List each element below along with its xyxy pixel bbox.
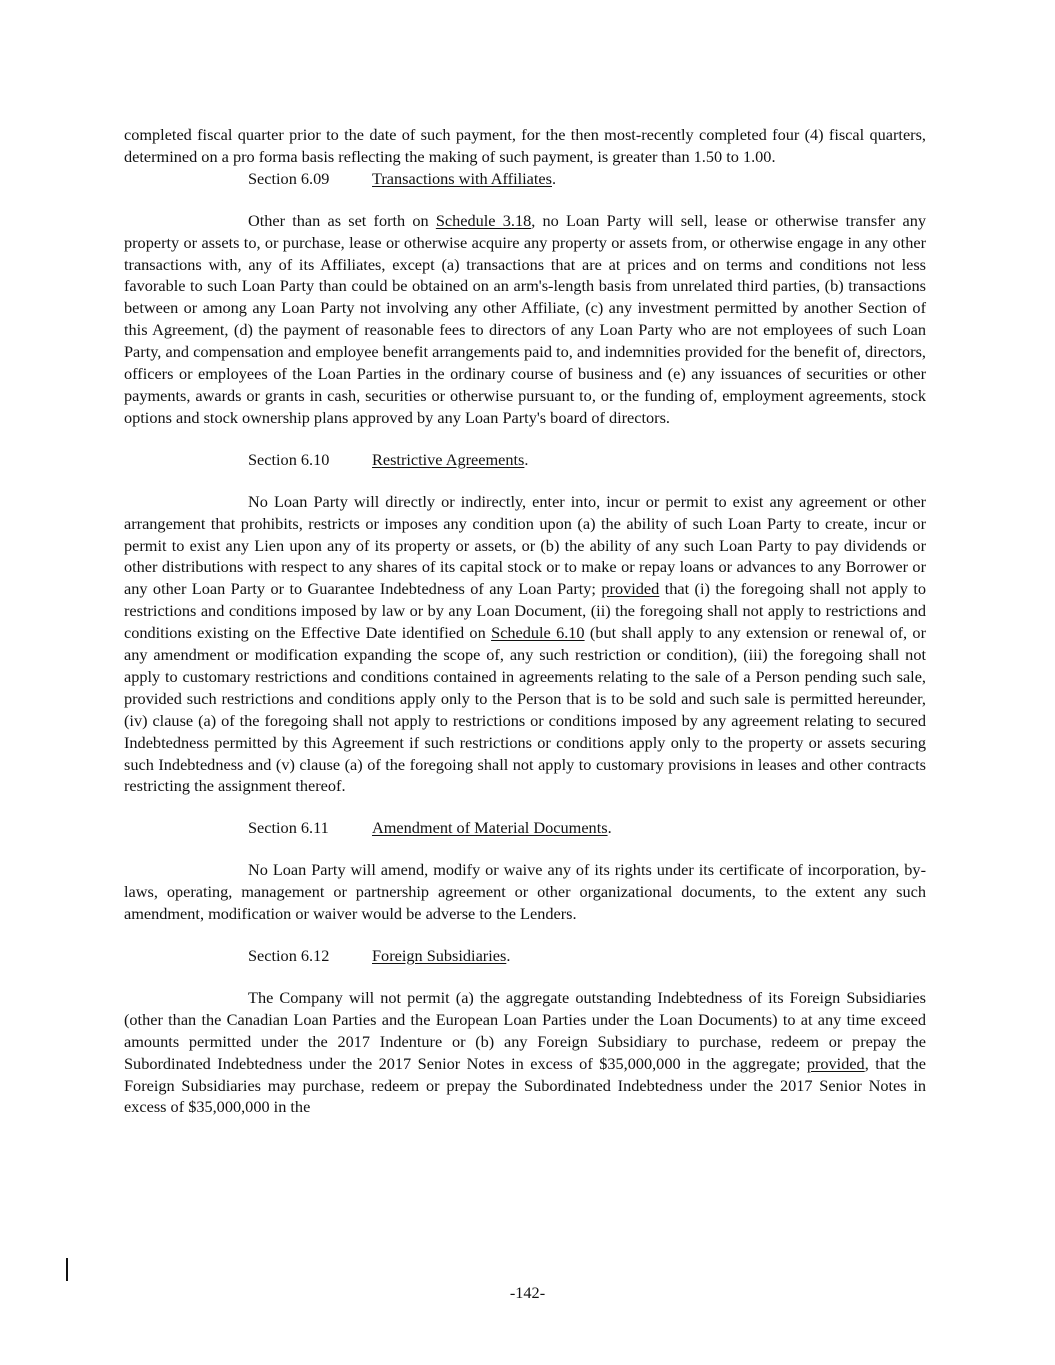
section-body: No Loan Party will directly or indirectly, enter into, incur or permit to exist any agreement or other arrangement that prohibits, restricts or imposes any condition upon (a) the ability of such Loan Party to create, incur or permit to exist any Lien upon any of its property or assets, or (b) the ability of any such Loan Party to pay dividends or other distributions with respect to any shares of its capital stock or to make or repay loans or advances to any Borrower or any other Loan Party or to Guarantee Indebtedness of any Loan Party; provided that (i) the foregoing shall not apply to restrictions and conditions imposed by law or by any Loan Document, (ii) the foregoing shall not apply to restrictions and conditions existing on the Effective Date identified on Schedule 6.10 (but shall apply to any extension or renewal of, or any amendment or modification expanding the scope of, any such restriction or condition), (iii) the foregoing shall not apply to customary restrictions and conditions contained in agreements relating to the sale of a Person pending such sale, provided such restrictions and conditions apply only to the Person that is to be sold and such sale is permitted hereunder, (iv) clause (a) of the foregoing shall not apply to restrictions or conditions imposed by any agreement relating to secured Indebtedness permitted by this Agreement if such restrictions or conditions apply only to the property or assets securing such Indebtedness and (v) clause (a) of the foregoing shall not apply to customary provisions in leases and other contracts restricting the assignment thereof. xyxy=(124,491,927,796)
section-number: Section 6.09 xyxy=(248,168,330,188)
revision-margin-bar xyxy=(66,1258,68,1281)
section-heading: Section 6.09 Transactions with Affiliates. xyxy=(248,168,557,188)
section-number: Section 6.12 xyxy=(248,946,330,965)
section-title: Restrictive Agreements xyxy=(372,449,525,469)
section-heading: Section 6.11 Amendment of Material Documents. xyxy=(248,818,612,838)
section-title: Foreign Subsidiaries xyxy=(372,946,507,965)
underlined-term: provided xyxy=(806,1053,865,1073)
document-page xyxy=(124,124,926,1118)
section-body: No Loan Party will amend, modify or waive any of its rights under its certificate of incorporation, by-laws, operating, management or partnership agreement or other organizational documents, to the extent any such amendment, modification or waiver would be adverse to the Lenders. xyxy=(124,860,926,924)
section-body: Other than as set forth on Schedule 3.18, no Loan Party will sell, lease or otherwise transfer any property or assets to, or purchase, lease or otherwise acquire any property or assets from, or otherwise engage in any other transactions with, any of its Affiliates, except (a) transactions that are at prices and on terms and conditions not less favorable to such Loan Party than could be obtained on an arm's-length basis from unrelated third parties, (b) transactions between or among any Loan Party not involving any other Affiliate, (c) any investment permitted by another Section of this Agreement, (d) the payment of reasonable fees to directors of any Loan Party who are not employees of such Loan Party, and compensation and employee benefit arrangements paid to, and indemnities provided for the benefit of, directors, officers or employees of the Loan Parties in the ordinary course of business and (e) any issuances of securities or other payments, awards or grants in cash, securities or otherwise pursuant to, or the funding of, employment agreements, stock options and stock ownership plans approved by any Loan Party's board of directors. xyxy=(124,210,926,427)
underlined-term: provided xyxy=(601,579,660,599)
section-title: Amendment of Material Documents xyxy=(372,818,608,838)
section-body: The Company will not permit (a) the aggregate outstanding Indebtedness of its Foreign Subsidiaries (other than the Canadian Loan Parties and the European Loan Parties under the Loan Documents) to at any time exceed amounts permitted under the 2017 Indenture or (b) any Foreign Subsidiary to purchase, redeem or prepay the Subordinated Indebtedness under the 2017 Senior Notes in excess of $35,000,000 in the aggregate; provided, that the Foreign Subsidiaries may purchase, redeem or prepay the Subordinated Indebtedness under the 2017 Senior Notes in excess of $35,000,000 in the xyxy=(124,987,927,1117)
underlined-term: Schedule 3.18 xyxy=(435,210,532,230)
section-heading: Section 6.12 Foreign Subsidiaries. xyxy=(248,946,511,965)
section-number: Section 6.10 xyxy=(248,449,330,469)
sections-container xyxy=(124,168,926,1119)
underlined-term: Schedule 6.10 xyxy=(491,623,585,643)
continued-paragraph: completed fiscal quarter prior to the date of such payment, for the then most-recently completed four (4) fiscal quarters, determined on a pro forma basis reflecting the making of such payment, is greater than 1.50 to 1.00. xyxy=(124,125,926,166)
page-number: -142- xyxy=(509,1283,546,1302)
section-heading: Section 6.10 Restrictive Agreements. xyxy=(248,449,529,469)
section-title: Transactions with Affiliates xyxy=(372,168,552,188)
section-number: Section 6.11 xyxy=(248,818,329,838)
